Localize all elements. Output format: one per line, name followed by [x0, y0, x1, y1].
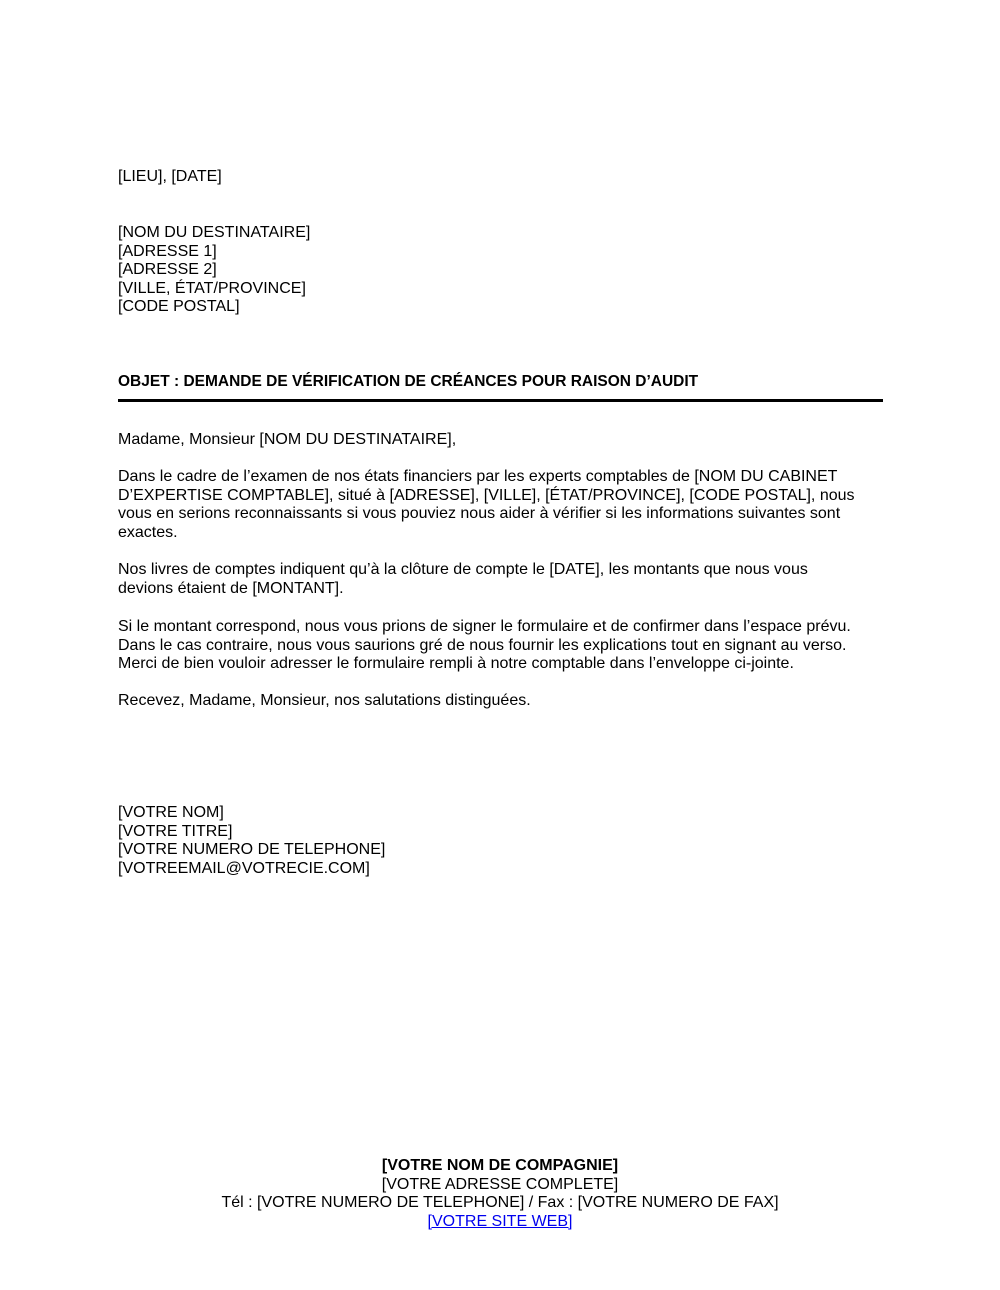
signature-title: [VOTRE TITRE] — [118, 822, 233, 840]
place-date-text: [LIEU], [DATE] — [118, 168, 222, 185]
paragraph-line: exactes. — [118, 523, 178, 541]
subject-divider — [118, 399, 883, 402]
paragraph-line: Merci de bien vouloir adresser le formulaire rempli à notre comptable dans l’enveloppe ci-jointe. — [118, 655, 794, 673]
signature-email: [VOTREEMAIL@VOTRECIE.COM] — [118, 859, 370, 877]
recipient-address1: [ADRESSE 1] — [118, 242, 217, 260]
company-footer — [0, 1157, 1000, 1231]
body-paragraph-1 — [118, 468, 884, 542]
paragraph-line: D’EXPERTISE COMPTABLE], situé à [ADRESSE], [VILLE], [ÉTAT/PROVINCE], [CODE POSTAL], nous — [118, 486, 855, 504]
subject-line — [118, 373, 884, 392]
subject-text: OBJET : DEMANDE DE VÉRIFICATION DE CRÉANCES POUR RAISON D’AUDIT — [118, 373, 699, 390]
footer-website-link[interactable]: [VOTRE SITE WEB] — [427, 1212, 573, 1230]
footer-contact: Tél : [VOTRE NUMERO DE TELEPHONE] / Fax : [VOTRE NUMERO DE FAX] — [221, 1194, 779, 1212]
signature-block — [118, 804, 884, 878]
body-paragraph-3 — [118, 618, 884, 674]
closing — [118, 692, 884, 711]
recipient-city-state: [VILLE, ÉTAT/PROVINCE] — [118, 279, 306, 297]
footer-address: [VOTRE ADRESSE COMPLETE] — [381, 1175, 619, 1193]
recipient-name: [NOM DU DESTINATAIRE] — [118, 224, 311, 241]
salutation — [118, 431, 884, 450]
paragraph-line: devions étaient de [MONTANT]. — [118, 579, 344, 597]
body-paragraph-2 — [118, 561, 884, 598]
salutation-text: Madame, Monsieur [NOM DU DESTINATAIRE], — [118, 431, 457, 448]
paragraph-line: Si le montant correspond, nous vous prions de signer le formulaire et de confirmer dans l’espace prévu. — [118, 618, 851, 635]
recipient-postal-code: [CODE POSTAL] — [118, 298, 240, 316]
signature-phone: [VOTRE NUMERO DE TELEPHONE] — [118, 841, 386, 859]
recipient-address2: [ADRESSE 2] — [118, 261, 217, 279]
signature-name: [VOTRE NOM] — [118, 804, 224, 821]
footer-company-name: [VOTRE NOM DE COMPAGNIE] — [381, 1157, 619, 1174]
paragraph-line: Nos livres de comptes indiquent qu’à la clôture de compte le [DATE], les montants que nous vous — [118, 561, 808, 578]
closing-text: Recevez, Madame, Monsieur, nos salutations distinguées. — [118, 692, 531, 709]
paragraph-line: vous en serions reconnaissants si vous pouviez nous aider à vérifier si les informations suivantes sont — [118, 505, 841, 523]
paragraph-line: Dans le cadre de l’examen de nos états financiers par les experts comptables de [NOM DU CABINET — [118, 468, 838, 485]
place-date — [118, 168, 884, 187]
recipient-address — [118, 224, 884, 317]
paragraph-line: Dans le cas contraire, nous vous saurions gré de nous fournir les explications tout en signant au verso. — [118, 636, 847, 654]
